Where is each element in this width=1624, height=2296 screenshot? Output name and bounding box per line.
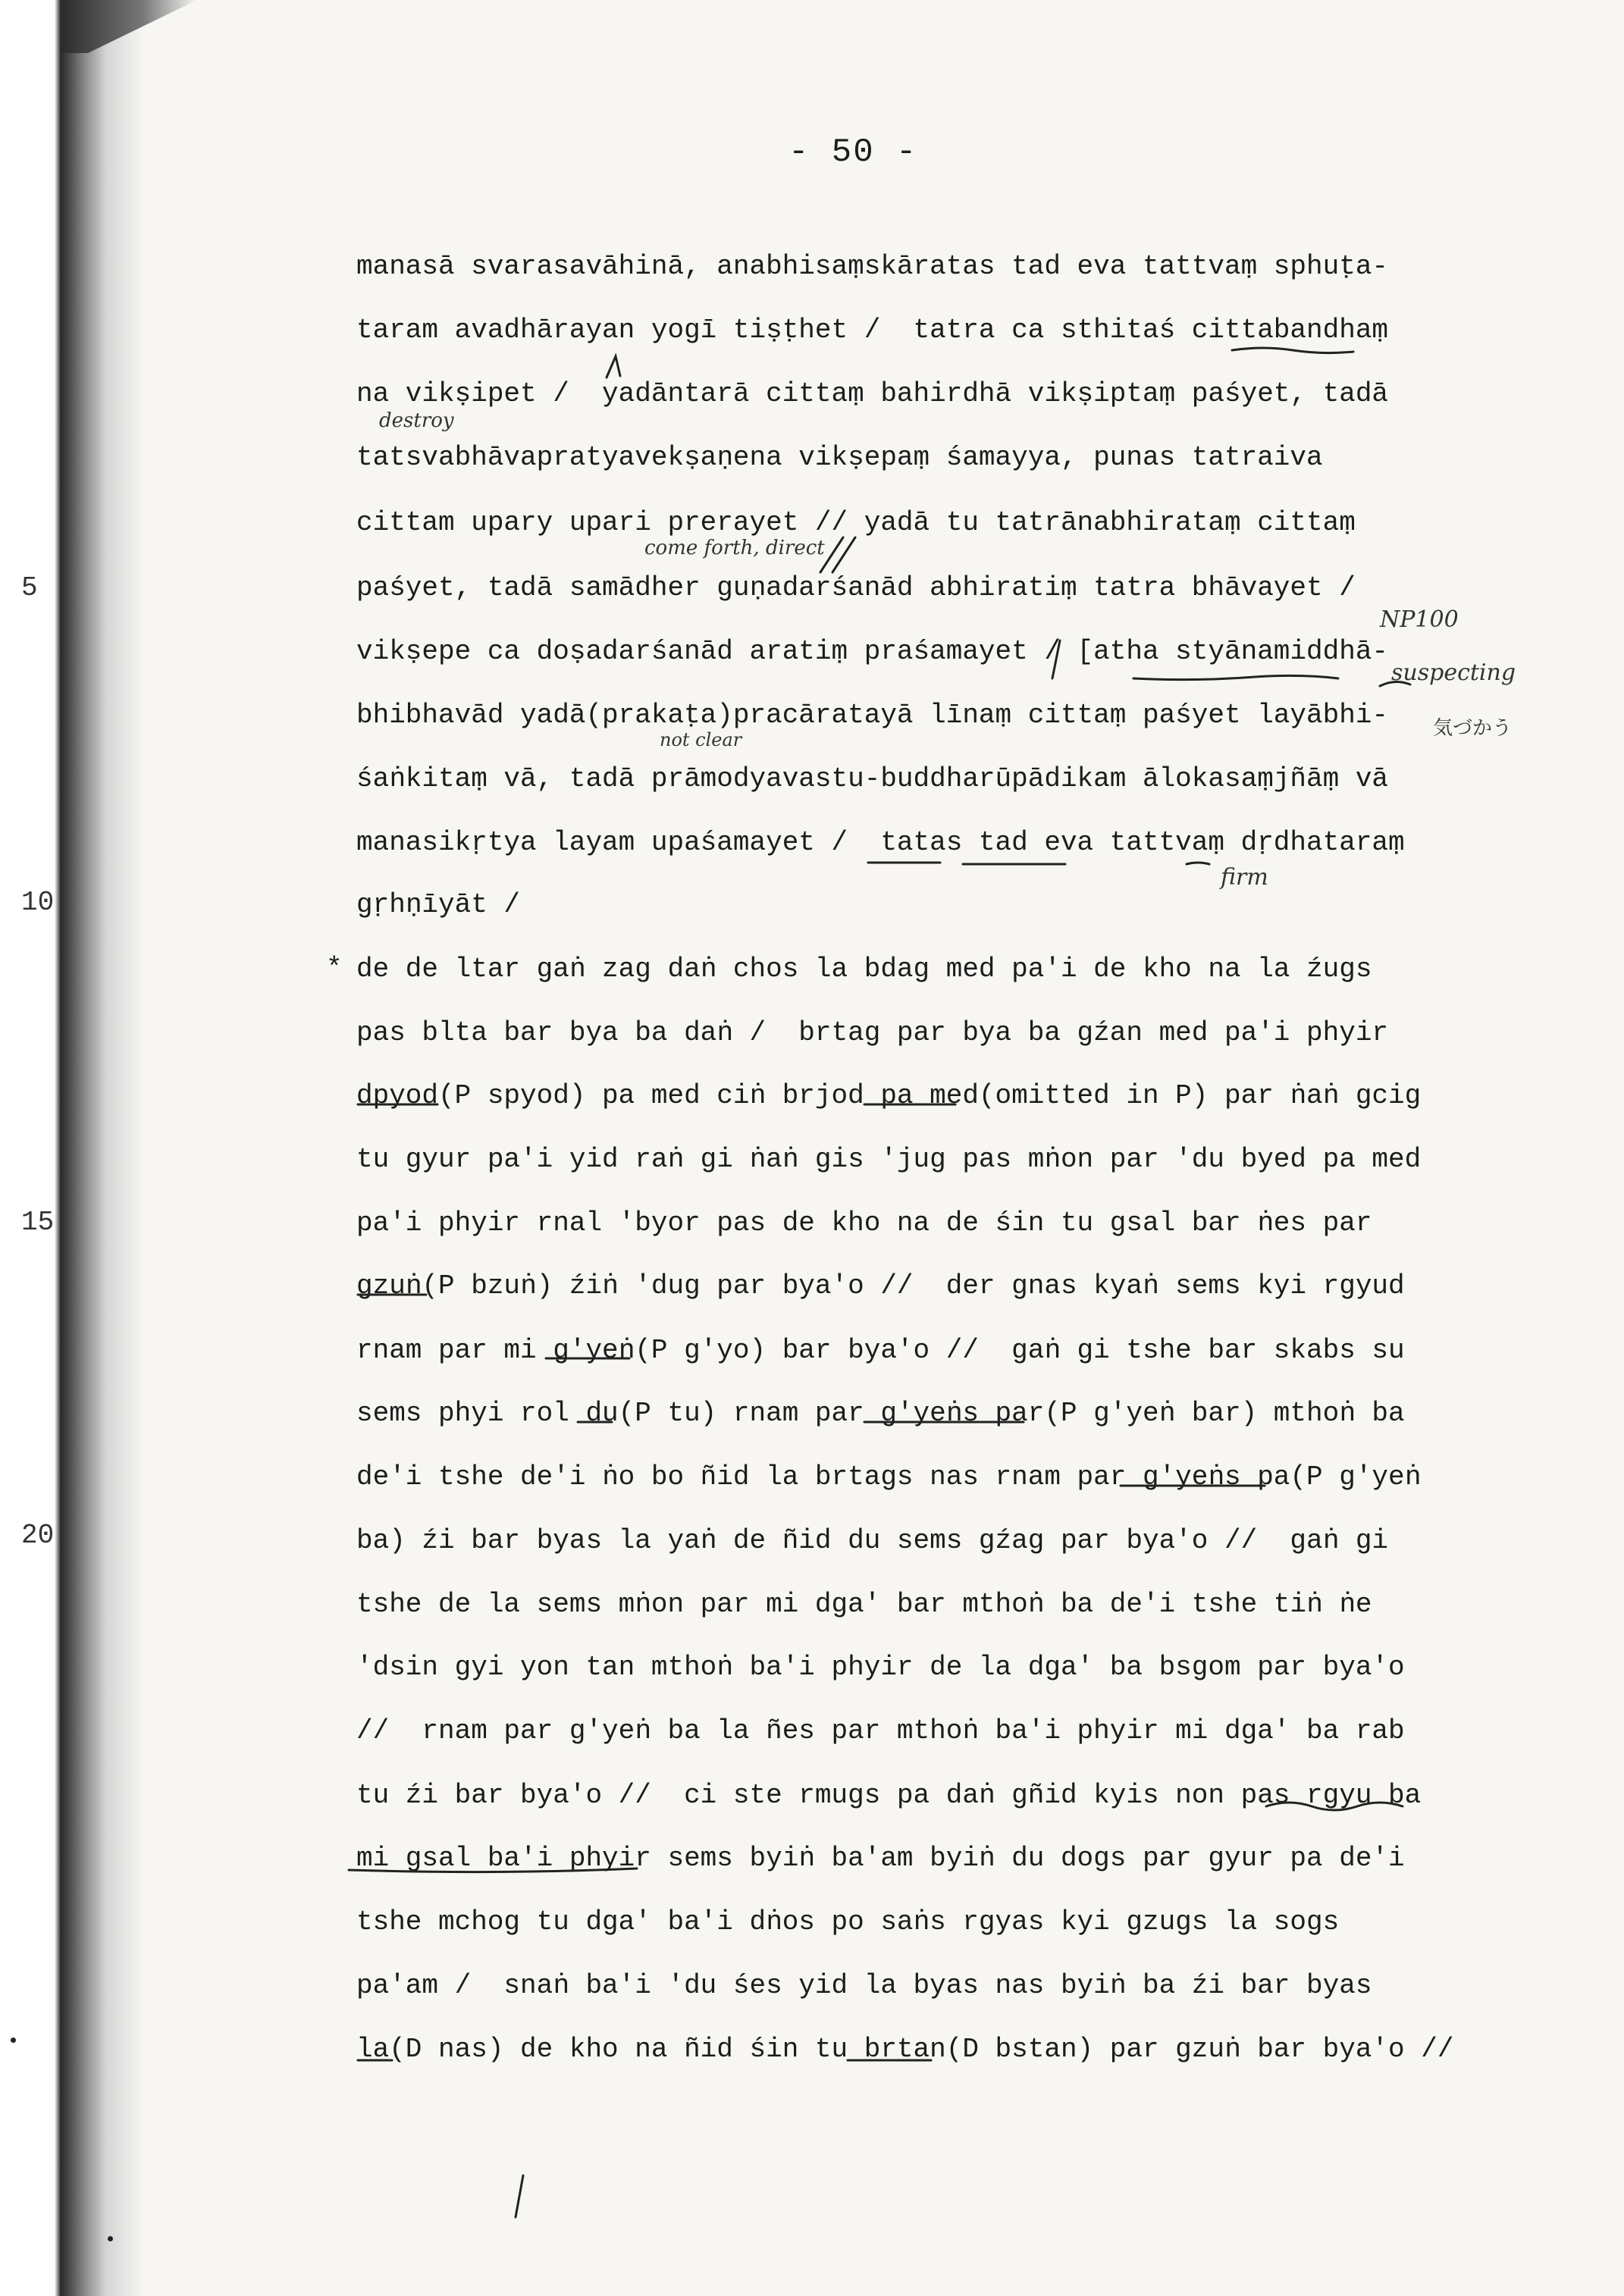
text-line: dpyod(P spyod) pa med ciṅ brjod pa med(omitted in P) par ṅaṅ gcig bbox=[356, 1080, 1422, 1111]
text-line: // rnam par g'yeṅ ba la ñes par mthoṅ ba'i phyir mi dga' ba rab bbox=[356, 1715, 1405, 1746]
text-line: gṛhṇīyāt / bbox=[356, 889, 521, 920]
annotation-not-clear: not clear bbox=[660, 729, 742, 750]
text-line: tu źi bar bya'o // ci ste rmugs pa daṅ gñid kyis non pas rgyu ba bbox=[356, 1780, 1422, 1811]
text-line: ba) źi bar byas la yaṅ de ñid du sems gźag par bya'o // gaṅ gi bbox=[356, 1525, 1389, 1556]
text-line: rnam par mi g'yeṅ(P g'yo) bar bya'o // gaṅ gi tshe bar skabs su bbox=[356, 1335, 1405, 1366]
annotation-japanese: 気づかう bbox=[1433, 717, 1513, 740]
annotation-come-forth-direct: come forth, direct bbox=[644, 537, 825, 559]
text-line: gzuṅ(P bzuṅ) źiṅ 'dug par bya'o // der gnas kyaṅ sems kyi rgyud bbox=[356, 1270, 1405, 1301]
text-line: tatsvabhāvapratyavekṣaṇena vikṣepaṃ śamayya, punas tatraiva bbox=[356, 442, 1323, 473]
margin-dot bbox=[108, 2236, 113, 2241]
text-line: cittam upary upari prerayet // yadā tu tatrānabhirataṃ cittaṃ bbox=[356, 507, 1356, 538]
annotation-destroy: destroy bbox=[379, 409, 454, 432]
annotation-suspecting: suspecting bbox=[1391, 659, 1516, 686]
text-line: de de ltar gaṅ zag daṅ chos la bdag med pa'i de kho na la źugs bbox=[356, 954, 1372, 985]
text-line: mi gsal ba'i phyir sems byiṅ ba'am byiṅ du dogs par gyur pa de'i bbox=[356, 1843, 1405, 1874]
text-line: la(D nas) de kho na ñid śin tu brtan(D bstan) par gzuṅ bar bya'o // bbox=[356, 2034, 1454, 2065]
text-line: na vikṣipet / yadāntarā cittaṃ bahirdhā vikṣiptaṃ paśyet, tadā bbox=[356, 378, 1389, 409]
text-line: vikṣepe ca doṣadarśanād aratiṃ praśamayet / [atha styānamiddhā- bbox=[356, 636, 1389, 667]
text-line: paśyet, tadā samādher guṇadarśanād abhiratiṃ tatra bhāvayet / bbox=[356, 572, 1356, 603]
text-line: śaṅkitaṃ vā, tadā prāmodyavastu-buddharūpādikam ālokasaṃjñāṃ vā bbox=[356, 763, 1389, 794]
annotation-np100: NP100 bbox=[1380, 606, 1459, 633]
text-line: de'i tshe de'i ṅo bo ñid la brtags nas rnam par g'yeṅs pa(P g'yeṅ bbox=[356, 1461, 1422, 1493]
text-line: pas blta bar bya ba daṅ / brtag par bya ba gźan med pa'i phyir bbox=[356, 1017, 1389, 1048]
text-line: manasā svarasavāhinā, anabhisaṃskāratas tad eva tattvaṃ sphuṭa- bbox=[356, 251, 1389, 282]
margin-line-number-10: 10 bbox=[21, 887, 55, 918]
page-number: - 50 - bbox=[788, 133, 918, 171]
text-line: taram avadhārayan yogī tiṣṭhet / tatra ca sthitaś cittabandhaṃ bbox=[356, 315, 1389, 346]
margin-line-number-15: 15 bbox=[21, 1207, 55, 1238]
margin-line-number-20: 20 bbox=[21, 1520, 55, 1551]
footnote-asterisk: * bbox=[326, 953, 343, 984]
text-line: bhibhavād yadā(prakaṭa)pracāratayā līnaṃ cittaṃ paśyet layābhi- bbox=[356, 700, 1389, 731]
text-line: tshe mchog tu dga' ba'i dṅos po saṅs rgyas kyi gzugs la sogs bbox=[356, 1906, 1340, 1937]
text-line: 'dsin gyi yon tan mthoṅ ba'i phyir de la dga' ba bsgom par bya'o bbox=[356, 1652, 1405, 1683]
margin-line-number-5: 5 bbox=[21, 572, 38, 603]
annotation-firm: firm bbox=[1221, 864, 1268, 891]
text-line: sems phyi rol du(P tu) rnam par g'yeṅs par(P g'yeṅ bar) mthoṅ ba bbox=[356, 1398, 1405, 1429]
text-line: tshe de la sems mṅon par mi dga' bar mthoṅ ba de'i tshe tiṅ ṅe bbox=[356, 1589, 1372, 1620]
text-line: manasikṛtya layam upaśamayet / tatas tad eva tattvaṃ dṛdhataraṃ bbox=[356, 827, 1405, 858]
margin-dot bbox=[11, 2038, 16, 2043]
text-line: tu gyur pa'i yid raṅ gi ṅaṅ gis 'jug pas mṅon par 'du byed pa med bbox=[356, 1144, 1422, 1175]
text-line: pa'i phyir rnal 'byor pas de kho na de śin tu gsal bar ṅes par bbox=[356, 1208, 1372, 1239]
text-line: pa'am / snaṅ ba'i 'du śes yid la byas nas byiṅ ba źi bar byas bbox=[356, 1970, 1372, 2001]
